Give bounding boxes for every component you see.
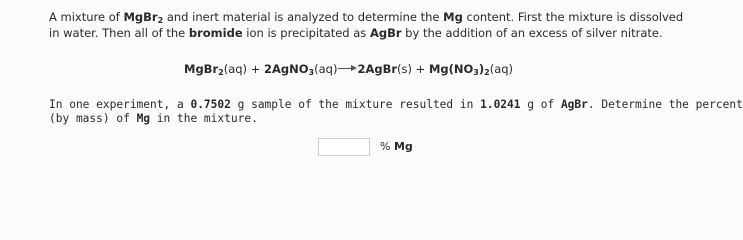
phase-label: (aq) + — [223, 62, 264, 76]
precipitate-mass: 1.0241 — [480, 98, 521, 111]
phase-label: (aq) — [489, 62, 514, 76]
phase-label: (aq) — [314, 62, 338, 76]
answer-unit-label: % Mg — [380, 140, 413, 153]
text: in water. Then all of the — [49, 26, 189, 40]
text: In one experiment, a — [49, 98, 191, 111]
problem-line-2 — [49, 26, 663, 40]
text: (by mass) of — [49, 112, 137, 125]
text: ion is precipitated as — [242, 26, 370, 40]
term-bromide: bromide — [188, 26, 243, 40]
problem-line-3 — [49, 98, 743, 112]
phase-label: (s) + — [397, 62, 429, 76]
formula-agbr: AgBr — [369, 26, 402, 40]
text: A mixture of — [49, 10, 124, 24]
text: g of — [520, 98, 561, 111]
text: content. First the mixture is dissolved — [462, 10, 684, 24]
reactant-agno3: 2AgNO$_3$ — [263, 62, 315, 77]
product-agbr: 2AgBr — [357, 62, 398, 76]
problem-line-1 — [49, 10, 683, 24]
chemical-equation — [184, 62, 513, 76]
percent-mg-input[interactable] — [318, 138, 370, 156]
problem-line-4 — [49, 112, 258, 126]
element-mg: Mg — [443, 10, 463, 24]
product-mgno32: $Mg(NO_3)_2$ — [428, 62, 490, 77]
text: by the addition of an excess of silver nitrate. — [401, 26, 663, 40]
text: g sample of the mixture resulted in — [230, 98, 481, 111]
formula-agbr: AgBr — [560, 98, 588, 111]
formula-mgbr2: MgBr$_2$ — [123, 10, 164, 25]
reactant-mgbr2: MgBr$_2$ — [184, 62, 224, 77]
text: . Determine the percent — [587, 98, 743, 111]
element-mg: Mg — [136, 112, 151, 125]
sample-mass: 0.7502 — [190, 98, 231, 111]
text: in the mixture. — [150, 112, 258, 125]
text: and inert material is analyzed to determine the — [163, 10, 444, 24]
reaction-arrow-icon — [338, 68, 356, 69]
